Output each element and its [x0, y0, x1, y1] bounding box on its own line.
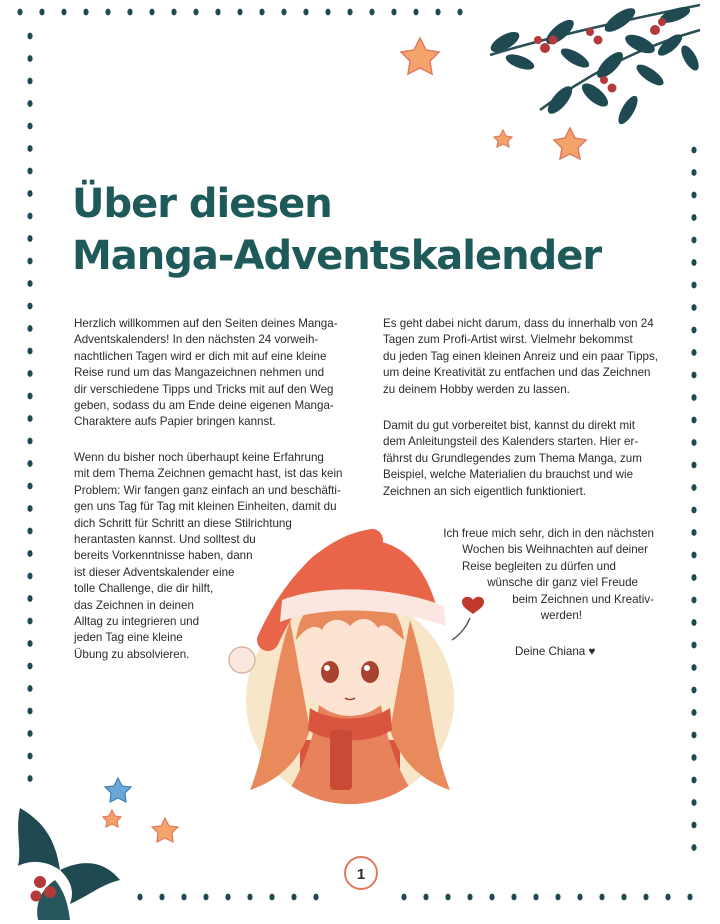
- text-line: Wenn du bisher noch überhaupt keine Erfahrung: [74, 451, 324, 464]
- text-line: bereits Vorkenntnisse haben, dann: [74, 549, 253, 563]
- text-line: Problem: Wir fangen ganz einfach an und beschäfti-: [74, 483, 341, 497]
- goal-paragraph: [383, 316, 658, 398]
- holly-icon: [18, 808, 120, 920]
- text-line: geben, sodass du am Ende deine eigenen Manga-: [74, 399, 334, 413]
- closing-paragraph: [380, 526, 680, 624]
- text-line: wünsche dir ganz viel Freude: [487, 576, 638, 590]
- text-line: Zeichnen an sich eigentlich funktioniert.: [383, 484, 587, 498]
- text-line: Alltag zu integrieren und: [74, 615, 200, 629]
- text-line: Damit du gut vorbereitet bist, kannst du direkt mit: [383, 419, 635, 432]
- text-line: ist dieser Adventskalender eine: [74, 565, 235, 579]
- text-line: beim Zeichnen und Kreativ-: [512, 592, 654, 606]
- text-line: Charaktere aufs Papier bringen kannst.: [74, 415, 276, 429]
- intro-paragraph: [74, 316, 338, 431]
- page-number: 1: [344, 856, 378, 890]
- text-line: mit dem Thema Zeichnen gemacht hast, ist das kein: [74, 467, 343, 481]
- text-line: Adventskalenders! In den nächsten 24 vorweih-: [74, 333, 319, 347]
- star-icon: [401, 38, 439, 74]
- text-line: Tagen zum Profi-Artist wirst. Vielmehr bekommst: [383, 333, 633, 347]
- text-line: jeden Tag eine kleine: [74, 631, 183, 645]
- text-line: Beispiel, welche Materialien du brauchst und wie: [383, 468, 634, 482]
- text-line: fährst du Grundlegendes zum Thema Manga, zum: [383, 451, 642, 465]
- text-line: tolle Challenge, die dir hilft,: [74, 582, 214, 596]
- text-line: das Zeichnen in deinen: [74, 598, 194, 612]
- text-line: du jeden Tag einen kleinen Anreiz und ein paar Tipps,: [383, 349, 659, 363]
- signature: Deine Chiana ♥: [515, 645, 596, 658]
- star-icon: [103, 810, 121, 827]
- text-line: nachtlichen Tagen wird er dich mit auf eine kleine: [74, 349, 327, 363]
- text-line: Ich freue mich sehr, dich in den nächsten: [443, 527, 654, 540]
- title-line-1: Über diesen: [72, 181, 332, 227]
- star-icon: [554, 128, 586, 159]
- text-line: Übung zu absolvieren.: [74, 647, 190, 661]
- text-line: um deine Kreativität zu entfachen und das Zeichnen: [383, 366, 651, 380]
- star-icon: [105, 778, 131, 802]
- title-line-2: Manga-Adventskalender: [72, 233, 602, 279]
- star-icon: [494, 130, 512, 147]
- branch-icon: [488, 4, 703, 127]
- text-line: Herzlich willkommen auf den Seiten deines Manga-: [74, 317, 338, 330]
- text-line: Es geht dabei nicht darum, dass du innerhalb von 24: [383, 317, 654, 330]
- text-line: Reise rund um das Mangazeichnen nehmen und: [74, 366, 325, 380]
- text-line: Reise begleiten zu dürfen und: [461, 559, 616, 573]
- text-line: dem Anleitungsteil des Kalenders starten. Hier er-: [383, 435, 639, 449]
- experience-paragraph: [74, 450, 343, 663]
- text-line: werden!: [540, 609, 582, 623]
- text-line: herantasten kannst. Und solltest du: [74, 533, 256, 547]
- text-line: dich Schritt für Schritt an diese Stilrichtung: [74, 516, 292, 530]
- page-title: [72, 178, 601, 282]
- text-line: zu deinem Hobby werden zu lassen.: [383, 382, 570, 396]
- text-line: Wochen bis Weihnachten auf deiner: [462, 543, 648, 557]
- text-line: gen uns Tag für Tag mit kleinen Einheiten, damit du: [74, 500, 337, 514]
- star-icon: [152, 818, 178, 842]
- preparation-paragraph: [383, 418, 642, 500]
- text-line: dir verschiedene Tipps und Tricks mit auf den Weg: [74, 382, 334, 396]
